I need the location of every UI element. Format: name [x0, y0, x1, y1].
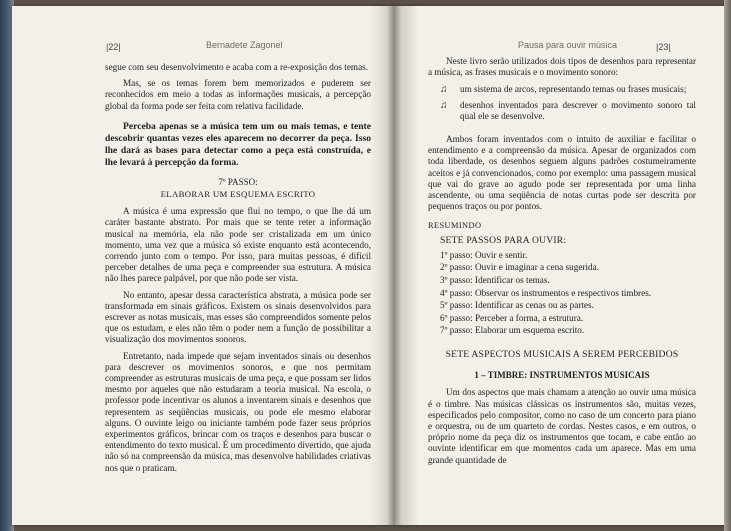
page-edges — [724, 0, 731, 531]
list-item: 3º passo: Identificar os temas. — [440, 275, 550, 286]
paragraph: Entretanto, nada impede que sejam inventados sinais ou desenhos para descrever os movimentos sonoros, e que nos permitam compreender as estruturas musicais de uma peça, e que possam ser lidos mesmo por aqueles que não estudaram a teoria musical. Na escola, o professor pode incentivar os alunos a inventarem sinais e desenhos que representem as seqüências musicais, ou pode ele mesmo elaborar alguns. O ouvinte leigo ou iniciante também pode fazer seus próprios experimentos gráficos, brincar com os traços e desenhos para buscar o entendimento do texto musical. É um procedimento divertido, que ajuda não só na compreensão da música, mas desenvolve habilidades criativas nos que o praticam. — [105, 350, 371, 473]
step-title: 7º PASSO: — [218, 176, 258, 187]
steps-list — [440, 249, 696, 337]
summary-label: RESUMINDO — [428, 221, 482, 231]
paragraph: segue com seu desenvolvimento e acaba com a re-exposição dos temas. — [105, 62, 369, 72]
right-running-header: Pausa para ouvir música — [518, 40, 618, 50]
step-subtitle: ELABORAR UM ESQUEMA ESCRITO — [160, 189, 316, 200]
paragraph: Mas, se os temas forem bem memorizados e puderem ser reconhecidos em meio a todas as informações musicais, a percepção global da forma pode ser feita com relativa facilidade. — [105, 78, 371, 111]
paragraph: No entanto, apesar dessa característica abstrata, a música pode ser transformada em sinais gráficos. Existem os sinais desenvolvidos para escrever as notas musicais, mas esses são compreendidos somente pelos que os estudam, e eles não têm o poder nem a função de possibilitar a visualização dos movimentos sonoros. — [105, 289, 371, 345]
list-item — [440, 84, 696, 95]
paragraph: A música é uma expressão que flui no tempo, o que lhe dá um caráter bastante abstrato. Por mais que se tente reter a informação musical na memória, ela não pode ser cristalizada em um único momento, uma vez que a música só existe enquanto está acontecendo, correndo junto com o tempo. Por isso, para muitas pessoas, é difícil perceber detalhes de uma peça e compreender sua estrutura. A música não lhes parece palpável, por que não pode ser vista. — [105, 206, 371, 284]
section-title: SETE ASPECTOS MUSICAIS A SEREM PERCEBIDOS — [445, 349, 679, 360]
paragraph: Um dos aspectos que mais chamam a atenção ao ouvir uma música é o timbre. Nas músicas clássicas os instrumentos são, muitas vezes, especificados pelo compositor, como no caso de um concerto para piano e orquestra, ou de um quarteto de cordas. Nestes casos, e em outros, o próprio nome da peça diz os instrumentos que tocam, e cabe então ao ouvinte identificar em que momentos cada um aparece. Mas em uma grande quantidade de — [428, 387, 696, 465]
right-page-number: |23| — [656, 42, 671, 52]
list-item: 5º passo: Identificar as cenas ou as partes. — [440, 300, 594, 311]
list-item: 7º passo: Elaborar um esquema escrito. — [440, 325, 585, 336]
list-item: 2º passo: Ouvir e imaginar a cena sugerida. — [440, 262, 599, 273]
music-note-icon: ♫ — [440, 99, 448, 111]
bold-paragraph: Perceba apenas se a música tem um ou mais temas, e tente descobrir quantas vezes eles aparecem no decorrer da peça. Isso lhe dará as bases para detectar como a peça está construída, e lhe levará à percepção da forma. — [105, 120, 371, 168]
steps-title: SETE PASSOS PARA OUVIR: — [440, 234, 567, 246]
bullet-list — [440, 84, 696, 122]
right-page-body — [428, 56, 696, 471]
list-item-text: desenhos inventados para descrever o movimento sonoro tal qual ele se desenvolve. — [460, 99, 696, 121]
list-item: 1º passo: Ouvir e sentir. — [440, 249, 528, 260]
left-page-number: |22| — [106, 42, 121, 52]
left-page-body — [105, 62, 371, 479]
paragraph: Ambos foram inventados com o intuito de auxiliar e facilitar o entendimento e a compreensão da música. Apesar de organizados com toda liberdade, os desenhos seguem alguns padrões costumeiramente aceitos e já convencionados, como por exemplo: uma passagem musical que vai do grave ao agudo pode ser representada por uma linha ascendente, ou uma seqüência de notas curtas pode ser descrita por pequenos traços ou por pontos. — [428, 134, 696, 212]
list-item: 4º passo: Observar os instrumentos e respectivos timbres. — [440, 287, 652, 298]
paragraph: Neste livro serão utilizados dois tipos de desenhos para representar a música, as frases musicais e o movimento sonoro: — [428, 56, 696, 78]
right-page — [402, 6, 728, 525]
book-spread — [12, 6, 728, 525]
music-note-icon: ♫ — [440, 84, 448, 96]
left-page — [12, 6, 384, 525]
subsection-title: 1 – TIMBRE: INSTRUMENTOS MUSICAIS — [474, 370, 650, 381]
list-item: 6º passo: Perceber a forma, a estrutura. — [440, 312, 584, 323]
left-running-header: Bernadete Zagonel — [206, 40, 283, 50]
list-item — [440, 100, 696, 122]
list-item-text: um sistema de arcos, representando temas ou frases musicais; — [460, 84, 687, 95]
